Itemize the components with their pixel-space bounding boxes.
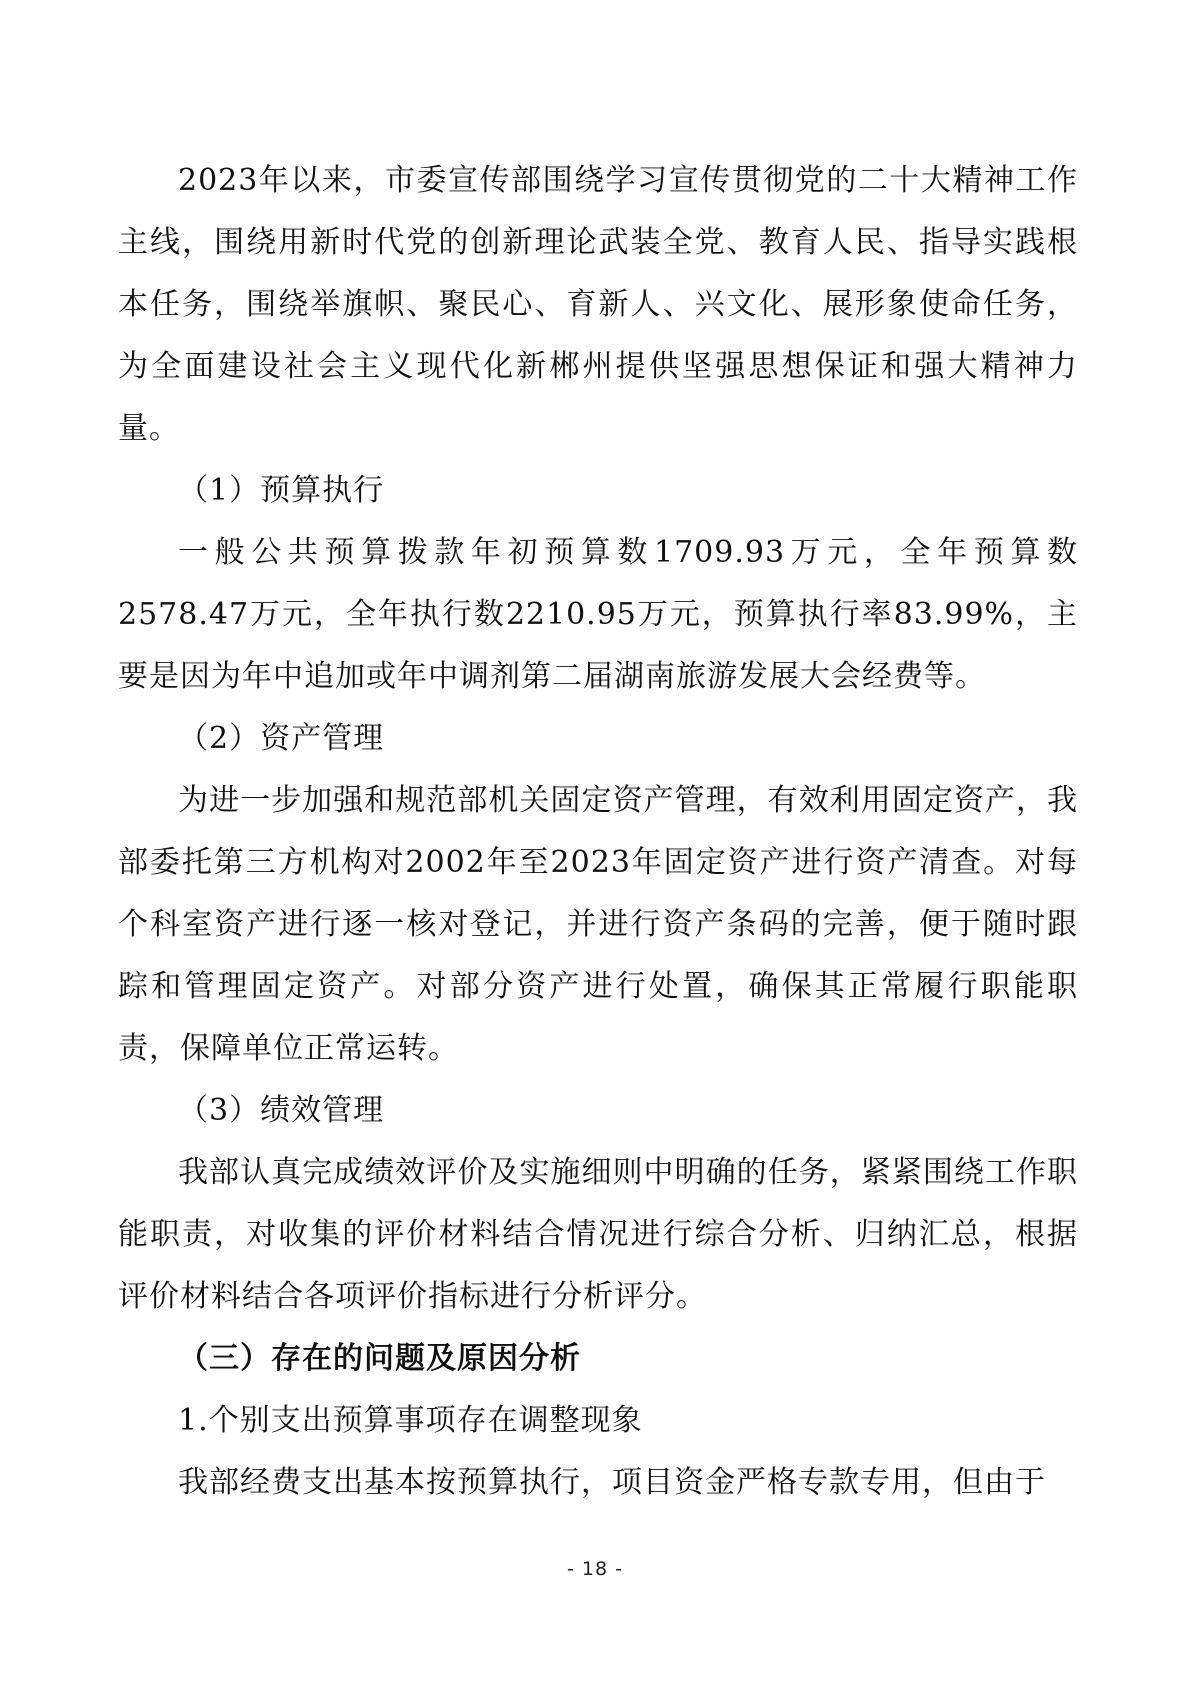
section-performance-management-text: 我部认真完成绩效评价及实施细则中明确的任务，紧紧围绕工作职能职责，对收集的评价材料结合情况进行综合分析、归纳汇总，根据评价材料结合各项评价指标进行分析评分。 [118, 1155, 1078, 1314]
problems-analysis-heading: （三）存在的问题及原因分析 [178, 1341, 581, 1376]
section-budget-execution-text: 一般公共预算拨款年初预算数1709.93万元，全年预算数2578.47万元，全年执行数2210.95万元，预算执行率83.99%，主要是因为年中追加或年中调剂第二届湖南旅游发展大会经费等。 [118, 535, 1078, 694]
problem-item-1-heading: 1.个别支出预算事项存在调整现象 [178, 1403, 643, 1438]
problem-item-1-text: 我部经费支出基本按预算执行，项目资金严格专款专用，但由于 [178, 1465, 1046, 1500]
section-asset-management-heading: （2）资产管理 [178, 721, 385, 756]
document-body [118, 150, 1078, 1514]
section-budget-execution-heading: （1）预算执行 [178, 473, 385, 508]
page-number: - 18 - [567, 1558, 623, 1580]
section-performance-management-heading: （3）绩效管理 [178, 1093, 385, 1128]
intro-paragraph: 2023年以来，市委宣传部围绕学习宣传贯彻党的二十大精神工作主线，围绕用新时代党的创新理论武装全党、教育人民、指导实践根本任务，围绕举旗帜、聚民心、育新人、兴文化、展形象使命任务，为全面建设社会主义现代化新郴州提供坚强思想保证和强大精神力量。 [118, 163, 1078, 446]
section-asset-management-text: 为进一步加强和规范部机关固定资产管理，有效利用固定资产，我部委托第三方机构对2002年至2023年固定资产进行资产清查。对每个科室资产进行逐一核对登记，并进行资产条码的完善，便于随时跟踪和管理固定资产。对部分资产进行处置，确保其正常履行职能职责，保障单位正常运转。 [118, 783, 1078, 1066]
